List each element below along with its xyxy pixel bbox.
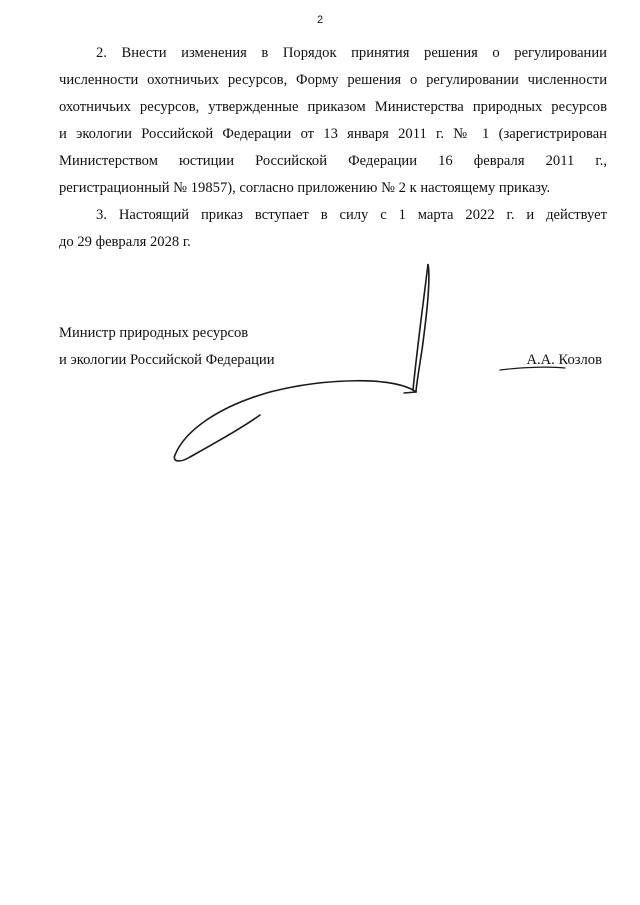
paragraph-line: и экологии Российской Федерации от 13 января 2011 г. № 1 (зарегистрирован [59, 126, 607, 142]
paragraph-2 [59, 40, 607, 202]
paragraph-3 [59, 202, 607, 256]
signatory-name: А.А. Козлов [526, 352, 602, 368]
paragraph-line: до 29 февраля 2028 г. [59, 234, 191, 250]
paragraph-line: охотничьих ресурсов, утвержденные приказом Министерства природных ресурсов [59, 99, 607, 115]
page-number: 2 [316, 14, 324, 26]
signatory-title [59, 320, 275, 374]
signatory-title-line: Министр природных ресурсов [59, 325, 249, 341]
paragraph-line: численности охотничьих ресурсов, Форму решения о регулировании численности [59, 72, 607, 88]
paragraph-line: регистрационный № 19857), согласно приложению № 2 к настоящему приказу. [59, 180, 551, 196]
paragraph-line: 3. Настоящий приказ вступает в силу с 1 марта 2022 г. и действует [96, 207, 607, 223]
paragraph-line: Министерством юстиции Российской Федерации 16 февраля 2011 г., [59, 153, 607, 169]
signatory-title-line: и экологии Российской Федерации [59, 352, 275, 368]
paragraph-line: 2. Внести изменения в Порядок принятия решения о регулировании [96, 45, 607, 61]
document-body [59, 40, 607, 256]
